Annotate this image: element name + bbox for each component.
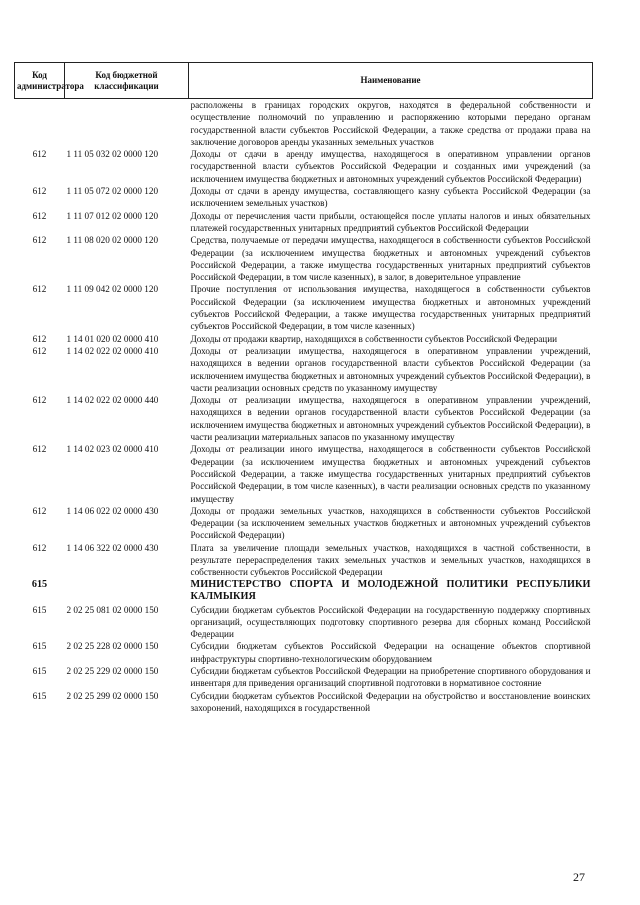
budget-code-cell: 1 11 07 012 02 0000 120 [66, 210, 159, 221]
table-row [15, 185, 593, 210]
budget-code-cell: 1 14 06 322 02 0000 430 [66, 542, 159, 553]
budget-code-cell: 1 14 02 023 02 0000 410 [66, 444, 159, 455]
admin-code-cell [15, 99, 65, 149]
table-row [15, 640, 593, 665]
budget-code-cell: 1 11 08 020 02 0000 120 [66, 235, 159, 246]
admin-code-cell: 615 [32, 690, 47, 701]
budget-classification-table [14, 62, 593, 714]
header-admin-code: Код администратора [15, 63, 65, 99]
name-cell: Доходы от реализации имущества, находящегося в оперативном управлении учреждений, находящихся в ведении органов государственной власти субъектов Российской Федерации (за исключением имущества бюджетных и автономных учреждений субъектов Российской Федерации), в части реализации материальных запасов по указанному имуществу [190, 395, 591, 443]
budget-code-cell: 1 11 05 072 02 0000 120 [66, 186, 159, 197]
header-name: Наименование [189, 63, 593, 99]
admin-code-cell: 615 [32, 641, 47, 652]
admin-code-cell: 612 [32, 444, 47, 455]
table-row [15, 210, 593, 235]
name-cell: Субсидии бюджетам субъектов Российской Федерации на оснащение объектов спортивной инфраструктуры спортивно-технологическим оборудованием [190, 641, 591, 664]
table-row [15, 505, 593, 542]
table-row [15, 99, 593, 149]
admin-code-cell: 612 [32, 149, 47, 160]
table-row [15, 604, 593, 641]
admin-code-cell: 612 [32, 542, 47, 553]
page-number: 27 [573, 870, 585, 884]
budget-code-cell: 1 14 06 022 02 0000 430 [66, 505, 159, 516]
admin-code-cell: 612 [32, 235, 47, 246]
name-cell: расположены в границах городских округов, находятся в федеральной собственности и осуществление полномочий по управлению и распоряжению которыми передано органам государственной власти субъектов Российской Федерации, а также средства от продажи права на заключение договоров аренды указанных земельных участков [190, 100, 591, 147]
name-cell: Доходы от продажи квартир, находящихся в собственности субъектов Российской Федерации [190, 333, 558, 344]
header-budget-code: Код бюджетной классификации [65, 63, 189, 99]
admin-code-cell: 612 [32, 210, 47, 221]
table-row [15, 394, 593, 443]
budget-code-cell: 2 02 25 229 02 0000 150 [66, 666, 159, 677]
budget-code-cell [65, 579, 189, 604]
table-row [15, 234, 593, 283]
admin-code-cell: 615 [32, 666, 47, 677]
table-row [15, 283, 593, 332]
budget-code-cell: 1 11 09 042 02 0000 120 [66, 284, 159, 295]
admin-code-cell: 612 [32, 186, 47, 197]
budget-code-cell: 2 02 25 081 02 0000 150 [66, 604, 159, 615]
name-cell: Доходы от перечисления части прибыли, остающейся после уплаты налогов и иных обязательных платежей государственных унитарных предприятий субъектов Российской Федерации [190, 210, 591, 233]
admin-code-cell: 615 [31, 578, 48, 590]
table-row [15, 542, 593, 579]
ministry-heading-row [15, 579, 593, 604]
admin-code-cell: 612 [32, 333, 47, 344]
table-row [15, 443, 593, 504]
name-cell: Доходы от реализации имущества, находящегося в оперативном управлении учреждений, находящихся в ведении органов государственной власти субъектов Российской Федерации (за исключением имущества бюджетных и автономных учреждений субъектов Российской Федерации), в части реализации основных средств по указанному имуществу [190, 345, 591, 393]
name-cell: Доходы от реализации иного имущества, находящегося в собственности субъектов Российской Федерации (за исключением имущества бюджетных и автономных учреждений субъектов Российской Федерации, а также имущества государственных унитарных предприятий субъектов Российской Федерации, в том числе казенных), в части реализации основных средств по указанному имуществу [190, 444, 591, 504]
table-header [15, 63, 593, 99]
name-cell: Доходы от продажи земельных участков, находящихся в собственности субъектов Российской Федерации (за исключением земельных участков бюджетных и автономных учреждений субъектов Российской Федерации) [190, 505, 591, 541]
admin-code-cell: 612 [32, 395, 47, 406]
table-row [15, 345, 593, 394]
budget-code-cell: 2 02 25 228 02 0000 150 [66, 641, 159, 652]
admin-code-cell: 612 [32, 345, 47, 356]
budget-code-cell: 1 14 02 022 02 0000 440 [66, 395, 159, 406]
name-cell: Субсидии бюджетам субъектов Российской Федерации на обустройство и восстановление воинских захоронений, находящихся в государственной [190, 690, 591, 713]
name-cell: Доходы от сдачи в аренду имущества, находящегося в оперативном управлении органов государственной власти субъектов Российской Федерации и созданных ими учреждений (за исключением имущества бюджетных и автономных учреждений субъектов Российской Федерации) [190, 149, 591, 184]
table-row [15, 333, 593, 345]
admin-code-cell: 612 [32, 505, 47, 516]
name-cell: Средства, получаемые от передачи имущества, находящегося в собственности субъектов Российской Федерации (за исключением имущества бюджетных и автономных учреждений субъектов Российской Федерации, а также имущества государственных унитарных предприятий субъектов Российской Федерации, в том числе казенных), в залог, в доверительное управление [190, 235, 591, 283]
table-row [15, 665, 593, 690]
name-cell: Субсидии бюджетам субъектов Российской Федерации на приобретение спортивного оборудования и инвентаря для приведения организаций спортивной подготовки в нормативное состояние [190, 666, 591, 689]
admin-code-cell: 615 [32, 604, 47, 615]
name-cell: МИНИСТЕРСТВО СПОРТА И МОЛОДЕЖНОЙ ПОЛИТИКИ РЕСПУБЛИКИ КАЛМЫКИЯ [190, 578, 591, 603]
budget-code-cell: 2 02 25 299 02 0000 150 [66, 690, 159, 701]
name-cell: Плата за увеличение площади земельных участков, находящихся в частной собственности, в результате перераспределения таких земельных участков и земельных участков, находящихся в собственности субъектов Российской Федерации [190, 542, 591, 578]
table-row [15, 148, 593, 185]
budget-code-cell: 1 14 01 020 02 0000 410 [66, 333, 159, 344]
budget-code-cell: 1 11 05 032 02 0000 120 [66, 149, 159, 160]
budget-code-cell [65, 99, 189, 149]
table-row [15, 690, 593, 715]
name-cell: Прочие поступления от использования имущества, находящегося в собственности субъектов Российской Федерации (за исключением имущества бюджетных и автономных учреждений субъектов Российской Федерации, а также имущества государственных унитарных предприятий субъектов Российской Федерации, в том числе казенных) [190, 284, 591, 332]
name-cell: Субсидии бюджетам субъектов Российской Федерации на государственную поддержку спортивных организаций, осуществляющих подготовку спортивного резерва для сборных команд Российской Федерации [190, 604, 591, 640]
table-body [15, 99, 593, 715]
name-cell: Доходы от сдачи в аренду имущества, составляющего казну субъекта Российской Федерации (за исключением земельных участков) [190, 186, 591, 209]
admin-code-cell: 612 [32, 284, 47, 295]
budget-code-cell: 1 14 02 022 02 0000 410 [66, 345, 159, 356]
